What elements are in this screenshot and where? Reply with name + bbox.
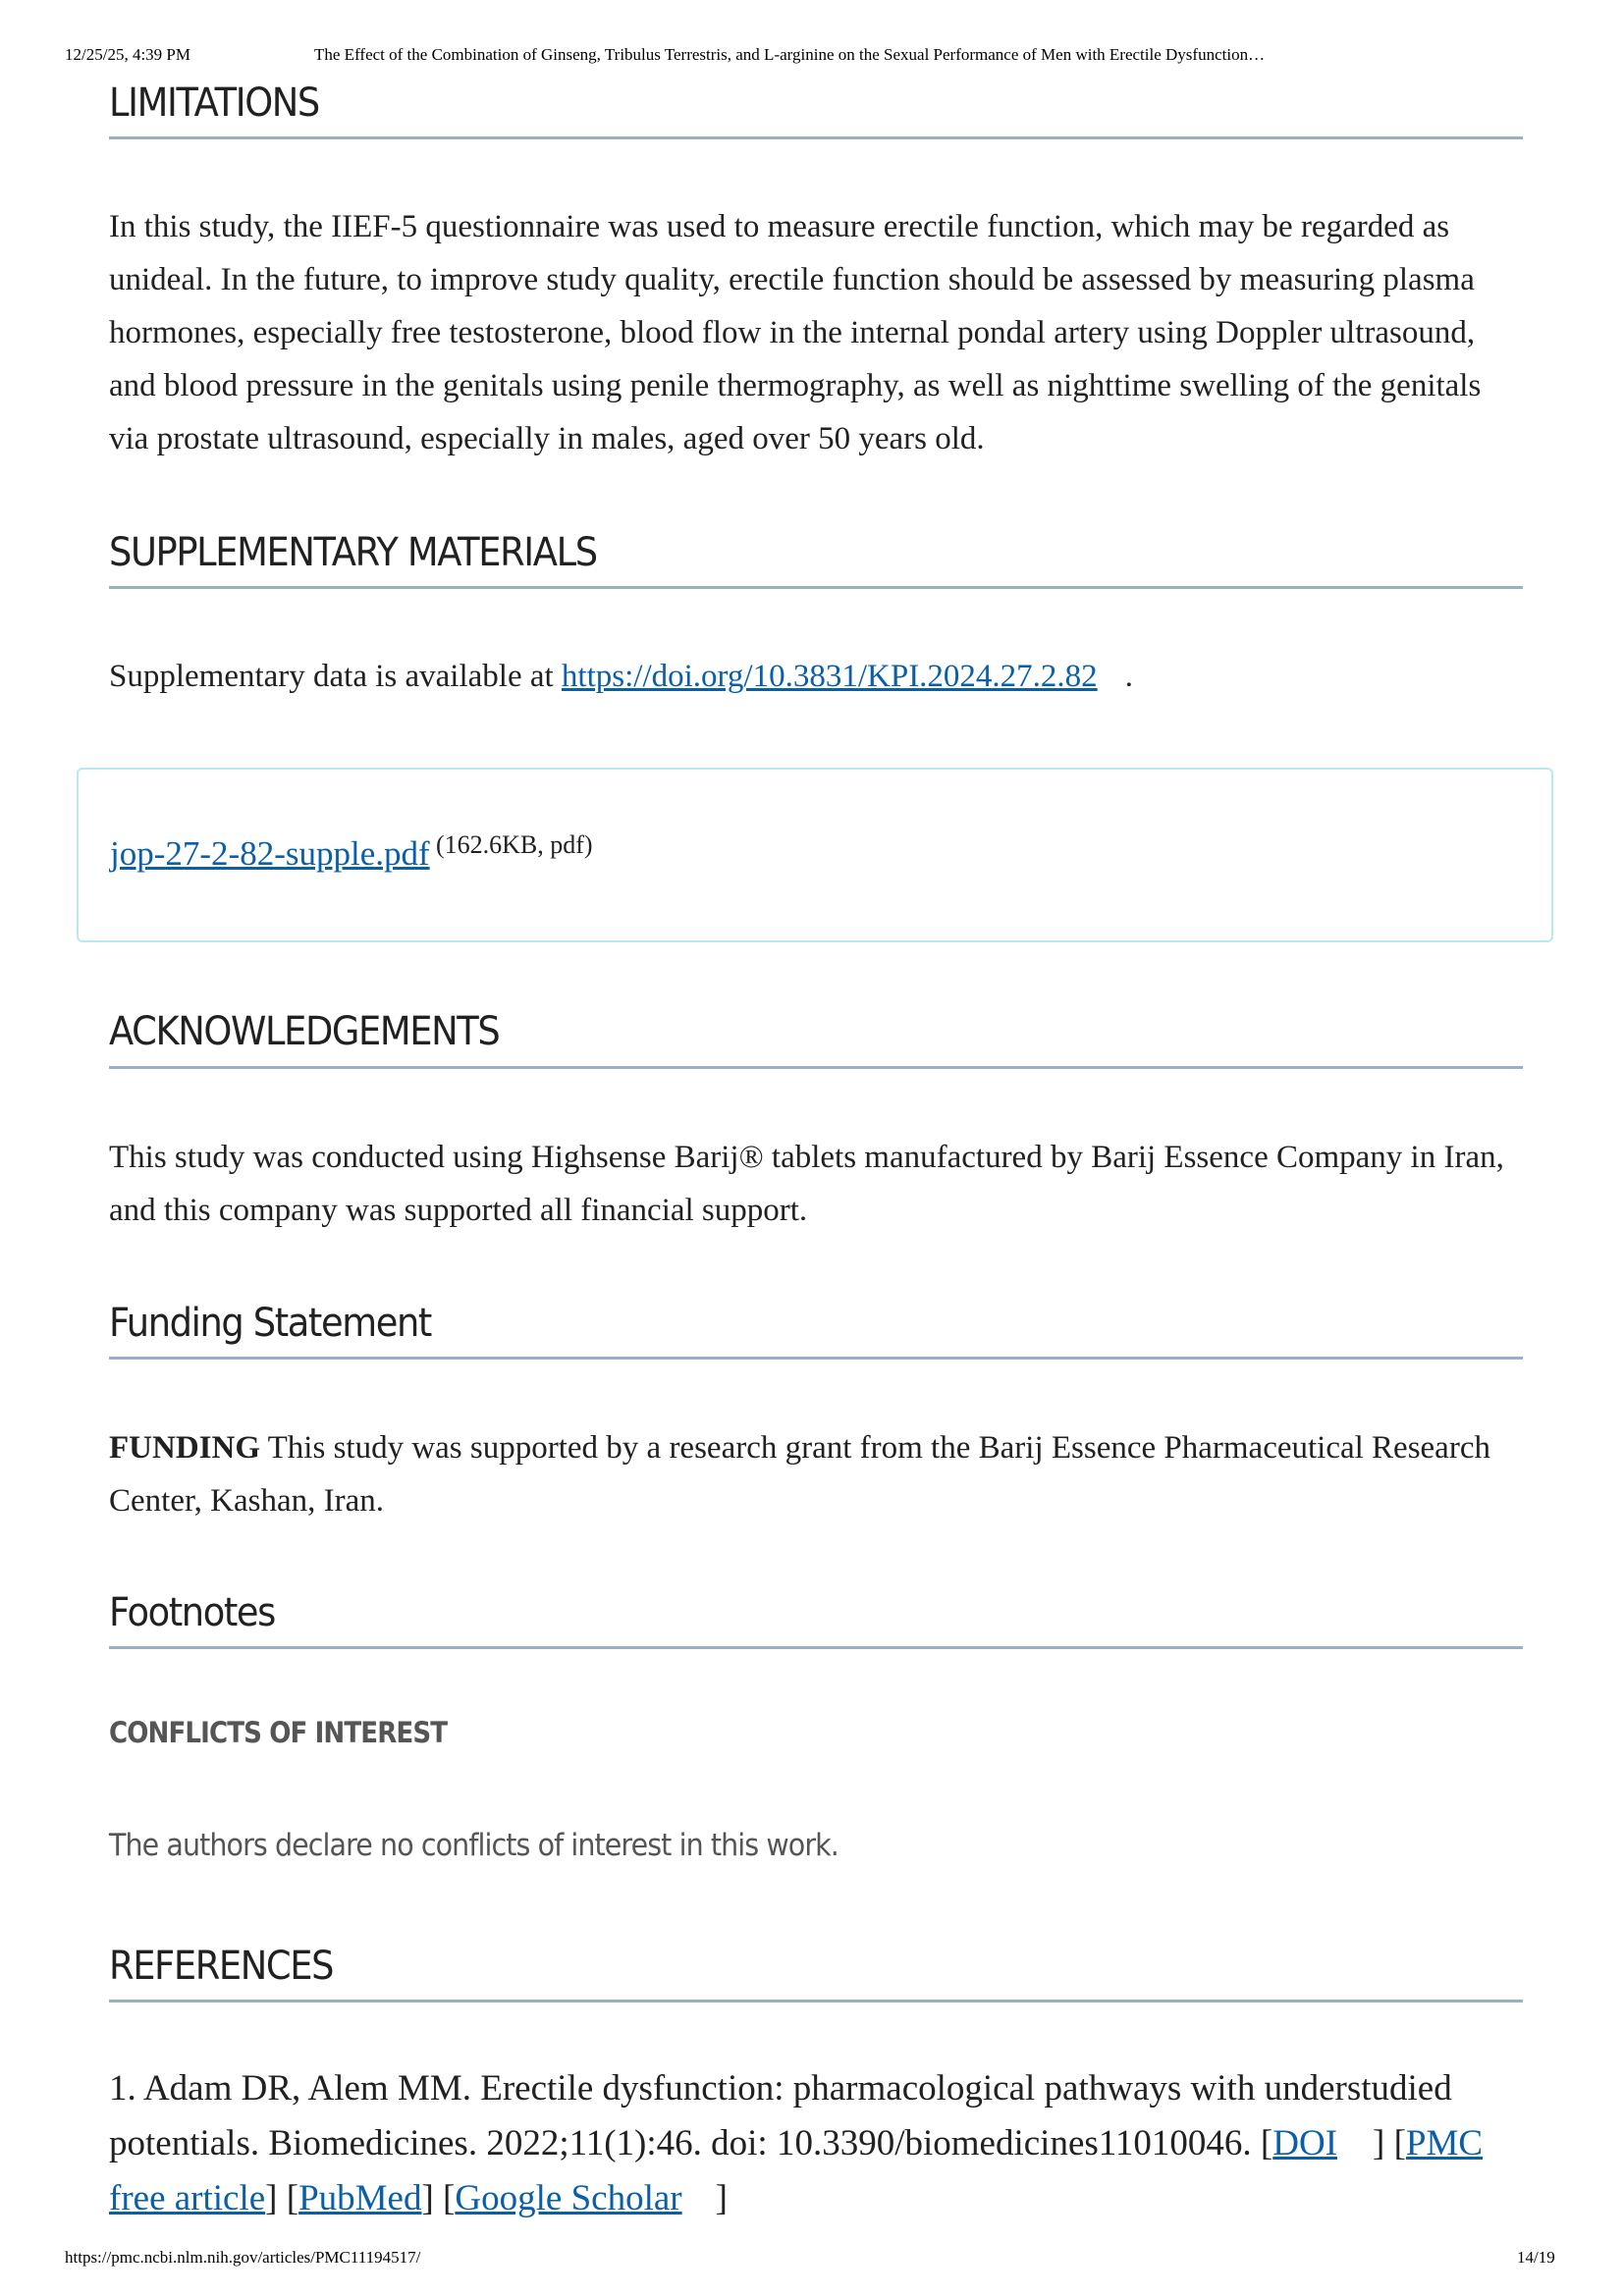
section-heading-footnotes: Footnotes <box>109 1590 275 1635</box>
reference-text: 1. Adam DR, Alem MM. Erectile dysfunction: pharmacological pathways with understudied potentials. Biomedicines. 2022;11(1):46. doi: 10.3390/biomedicines11010046. <box>109 2068 1452 2163</box>
section-heading-acknowledgements: ACKNOWLEDGEMENTS <box>109 1009 500 1054</box>
acknowledgements-text: This study was conducted using Highsense Barij® tablets manufactured by Barij Essence Company in Iran, and this company was supported all financial support. <box>109 1140 1504 1228</box>
section-heading-funding: Funding Statement <box>109 1301 431 1346</box>
reference-google-scholar-link[interactable]: Google Scholar <box>455 2178 682 2218</box>
section-heading-references: REFERENCES <box>109 1944 334 1989</box>
supplementary-text <box>109 650 1523 703</box>
print-datetime: 12/25/25, 4:39 PM <box>65 45 190 64</box>
reference-doi-link[interactable]: DOI <box>1272 2123 1338 2163</box>
conflicts-heading: CONFLICTS OF INTEREST <box>109 1716 448 1749</box>
section-heading-limitations: LIMITATIONS <box>109 80 319 126</box>
print-page-number: 14/19 <box>1517 2248 1555 2267</box>
supplementary-file-box <box>77 768 1553 942</box>
heading-rule <box>109 136 1523 139</box>
supplementary-file-link[interactable]: jop-27-2-82-supple.pdf <box>110 834 430 873</box>
supplementary-file-meta: (162.6KB, pdf) <box>436 830 593 859</box>
reference-pubmed-link[interactable]: PubMed <box>298 2178 422 2218</box>
heading-rule <box>109 1646 1523 1649</box>
supplementary-suffix: . <box>1124 659 1133 694</box>
section-heading-supplementary: SUPPLEMENTARY MATERIALS <box>109 530 597 575</box>
print-page-title: The Effect of the Combination of Ginseng, Tribulus Terrestris, and L-arginine on the Sexual Performance of Men with Erectile Dysfunction… <box>314 45 1266 64</box>
funding-text <box>109 1421 1523 1527</box>
heading-rule <box>109 1066 1523 1069</box>
conflicts-text: The authors declare no conflicts of interest in this work. <box>109 1828 839 1863</box>
heading-rule <box>109 2000 1523 2002</box>
reference-item: 1. Adam DR, Alem MM. Erectile dysfunction: pharmacological pathways with understudied potentials. Biomedicines. 2022;11(1):46. doi: 10.3390/biomedicines11010046. [DOI ] [PMC free article] [PubMed] [Google Scholar ] <box>109 2068 1484 2218</box>
funding-body: This study was supported by a research grant from the Barij Essence Pharmaceutical Research Center, Kashan, Iran. <box>109 1430 1490 1519</box>
supplementary-prefix: Supplementary data is available at <box>109 659 562 694</box>
heading-rule <box>109 1357 1523 1360</box>
print-url: https://pmc.ncbi.nlm.nih.gov/articles/PMC11194517/ <box>65 2248 421 2267</box>
reference-pmc-link[interactable]: PMC free article <box>109 2123 1484 2218</box>
funding-label: FUNDING <box>109 1430 260 1466</box>
heading-rule <box>109 586 1523 589</box>
supplementary-doi-link[interactable]: https://doi.org/10.3831/KPI.2024.27.2.82 <box>561 659 1098 694</box>
limitations-text: In this study, the IIEF-5 questionnaire was used to measure erectile function, which may be regarded as unideal. In the future, to improve study quality, erectile function should be assessed by measuring plasma hormones, especially free testosterone, blood flow in the internal pondal artery using Doppler ultrasound, and blood pressure in the genitals using penile thermography, as well as nighttime swelling of the genitals via prostate ultrasound, especially in males, aged over 50 years old. <box>109 209 1482 456</box>
